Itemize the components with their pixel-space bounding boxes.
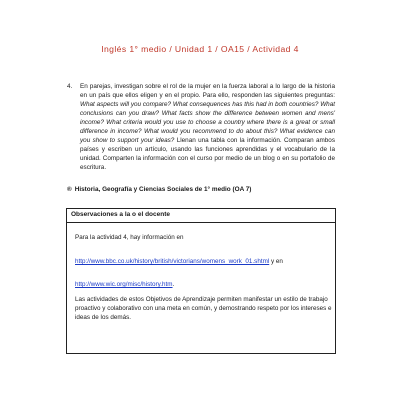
- objective-symbol-icon: ®: [67, 186, 72, 193]
- cross-curricular-objective: [67, 186, 337, 193]
- teacher-notes-box: [66, 208, 336, 354]
- activity-number: 4.: [67, 83, 73, 90]
- teacher-notes-link-line-1: [71, 257, 341, 266]
- activity-4: [67, 82, 335, 172]
- bbc-history-link[interactable]: http://www.bbc.co.uk/history/british/victorians/womens_work_01.shtml: [75, 258, 270, 265]
- teacher-notes-title: Observaciones a la o el docente: [67, 209, 335, 223]
- activity-text: [80, 82, 335, 172]
- teacher-notes-link-line-2: [71, 280, 341, 289]
- teacher-notes-paragraph-2: Las actividades de estos Objetivos de Aprendizaje permiten manifestar un estilo de trabajo proactivo y colaborativo con una meta en común, y demostrando respeto por los intereses e ideas de los demás.: [75, 296, 332, 321]
- activity-questions: What aspects will you compare? What consequences has this had in both countries? What conclusions can you draw? What facts show the difference between women and mens' income? What criteria would you use to choose a country where there is a great or small difference in income? What would you recommend to do about this? What evidence can you show to support your ideas?: [80, 101, 335, 145]
- wic-history-link[interactable]: http://www.wic.org/misc/history.htm: [75, 281, 173, 288]
- page-title: Inglés 1° medio / Unidad 1 / OA15 / Actividad 4: [101, 44, 299, 54]
- activity-intro: En parejas, investigan sobre el rol de la mujer en la fuerza laboral a lo largo de la historia en un país que ellos eligen y en el propio. Para ello, responden las siguientes preguntas:: [80, 83, 335, 100]
- link-period: .: [172, 281, 175, 288]
- objective-text: Historia, Geografía y Ciencias Sociales de 1° medio (OA 7): [74, 186, 252, 193]
- activity-closing: Llenan una tabla con la información. Comparan ambos países y escriben un artículo, usando las funciones aprendidas y el vocabulario de la unidad. Comparten la información con el curso por medio de un blog o en su portafolio de escritura.: [80, 137, 335, 172]
- link-connector: y en: [270, 258, 283, 265]
- teacher-notes-paragraph-1: Para la actividad 4, hay información en: [75, 234, 184, 241]
